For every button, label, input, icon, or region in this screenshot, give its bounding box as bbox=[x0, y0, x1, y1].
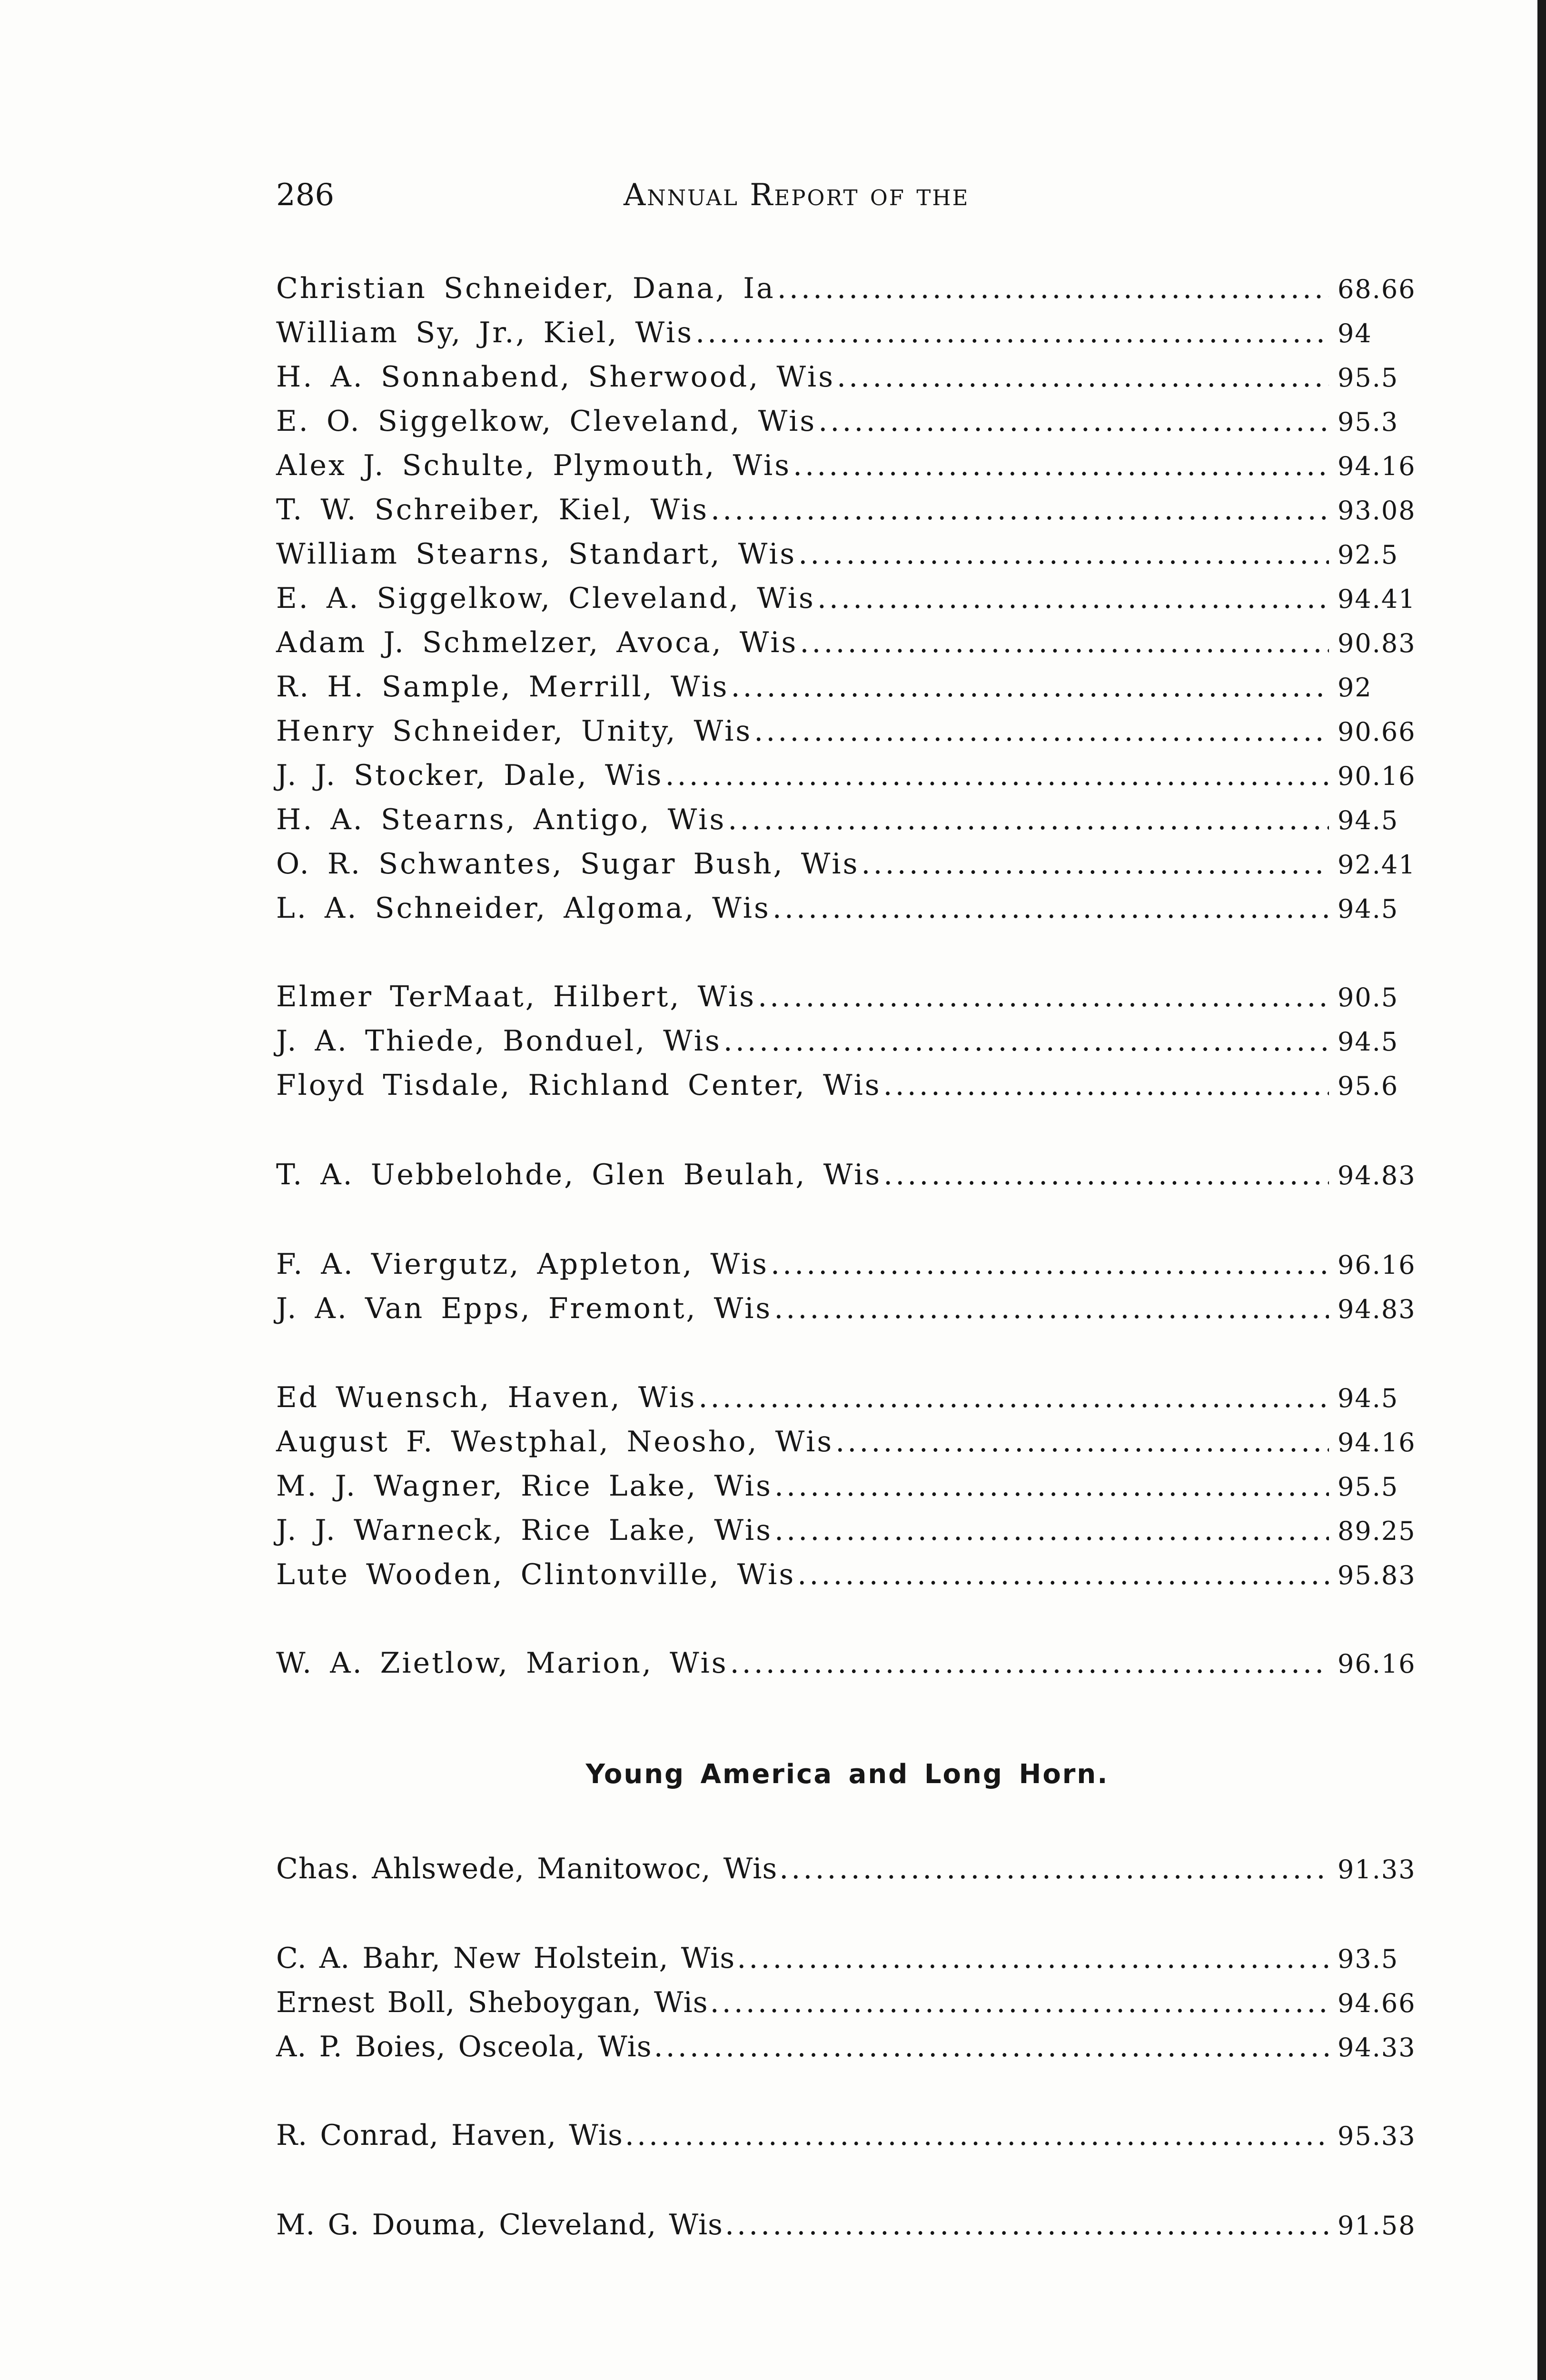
list-item bbox=[276, 1153, 1418, 1197]
list-item bbox=[276, 798, 1418, 842]
dot-leader bbox=[800, 621, 1329, 665]
list-item bbox=[276, 1936, 1418, 1981]
dot-leader bbox=[817, 576, 1329, 621]
list-item bbox=[276, 1242, 1418, 1287]
entry-name: Alex J. Schulte, Plymouth, Wis bbox=[276, 449, 792, 482]
list-item bbox=[276, 709, 1418, 754]
list-item bbox=[276, 1847, 1418, 1891]
entry-group-t bbox=[276, 975, 1418, 1108]
entry-group-u bbox=[276, 1153, 1418, 1197]
dot-leader bbox=[737, 1936, 1329, 1981]
entry-score: 91.58 bbox=[1338, 2211, 1416, 2241]
list-item bbox=[276, 1063, 1418, 1108]
dot-leader bbox=[774, 1287, 1329, 1331]
entry-score: 96.16 bbox=[1338, 1649, 1416, 1679]
entry-score: 93.5 bbox=[1338, 1944, 1399, 1974]
list-item bbox=[276, 842, 1418, 886]
entry-score: 94 bbox=[1338, 318, 1372, 348]
dot-leader bbox=[654, 2025, 1329, 2069]
entry-score: 93.08 bbox=[1338, 496, 1416, 526]
entry-score: 89.25 bbox=[1338, 1516, 1416, 1546]
running-title: Annual Report of the bbox=[624, 178, 970, 213]
section-heading: Young America and Long Horn. bbox=[585, 1759, 1109, 1790]
list-item bbox=[276, 2203, 1418, 2247]
entry-score: 94.16 bbox=[1338, 451, 1416, 481]
list-item bbox=[276, 1420, 1418, 1464]
entry-score: 92 bbox=[1338, 673, 1372, 703]
entry-name: M. J. Wagner, Rice Lake, Wis bbox=[276, 1469, 773, 1503]
dot-leader bbox=[731, 665, 1329, 709]
entry-score: 94.41 bbox=[1338, 584, 1416, 614]
entry-score: 90.5 bbox=[1338, 982, 1399, 1012]
entry-name: T. W. Schreiber, Kiel, Wis bbox=[276, 493, 709, 526]
entry-score: 68.66 bbox=[1338, 274, 1416, 304]
entry-name: L. A. Schneider, Algoma, Wis bbox=[276, 892, 771, 925]
entry-name: R. Conrad, Haven, Wis bbox=[276, 2119, 623, 2152]
entry-name: Ernest Boll, Sheboygan, Wis bbox=[276, 1986, 708, 2019]
entry-name: August F. Westphal, Neosho, Wis bbox=[276, 1425, 834, 1458]
entry-score: 95.33 bbox=[1338, 2121, 1416, 2151]
list-item bbox=[276, 1508, 1418, 1553]
list-item bbox=[276, 1287, 1418, 1331]
entry-name: Elmer TerMaat, Hilbert, Wis bbox=[276, 980, 756, 1013]
list-item bbox=[276, 2025, 1418, 2069]
dot-leader bbox=[698, 1376, 1329, 1420]
list-item bbox=[276, 975, 1418, 1019]
entry-name: Adam J. Schmelzer, Avoca, Wis bbox=[276, 626, 798, 659]
list-item bbox=[276, 665, 1418, 709]
entry-name: Lute Wooden, Clintonville, Wis bbox=[276, 1558, 796, 1591]
entry-name: Christian Schneider, Dana, Ia bbox=[276, 272, 775, 305]
page-header bbox=[276, 174, 1114, 217]
entry-name: E. O. Siggelkow, Cleveland, Wis bbox=[276, 405, 817, 438]
entry-score: 94.83 bbox=[1338, 1294, 1416, 1324]
entry-score: 94.66 bbox=[1338, 1988, 1416, 2018]
dot-leader bbox=[777, 267, 1329, 311]
list-item bbox=[276, 1641, 1418, 1686]
dot-leader bbox=[883, 1153, 1329, 1197]
entry-group-a bbox=[276, 1847, 1418, 1891]
entry-score: 95.3 bbox=[1338, 407, 1399, 437]
entry-name: Ed Wuensch, Haven, Wis bbox=[276, 1381, 697, 1414]
entry-name: J. J. Stocker, Dale, Wis bbox=[276, 759, 664, 792]
entry-score: 92.41 bbox=[1338, 850, 1416, 880]
dot-leader bbox=[861, 842, 1329, 886]
dot-leader bbox=[779, 1847, 1329, 1891]
entry-group-b bbox=[276, 1936, 1418, 2069]
dot-leader bbox=[711, 488, 1329, 532]
dot-leader bbox=[754, 709, 1329, 754]
entry-name: E. A. Siggelkow, Cleveland, Wis bbox=[276, 582, 815, 615]
entry-group-z bbox=[276, 1641, 1418, 1686]
dot-leader bbox=[774, 1508, 1329, 1553]
dot-leader bbox=[797, 1553, 1329, 1597]
scan-edge-right bbox=[1537, 0, 1546, 2380]
entry-name: R. H. Sample, Merrill, Wis bbox=[276, 670, 729, 704]
entry-score: 95.83 bbox=[1338, 1560, 1416, 1590]
dot-leader bbox=[771, 1242, 1329, 1287]
dot-leader bbox=[725, 2203, 1329, 2247]
entry-score: 91.33 bbox=[1338, 1854, 1416, 1884]
list-item bbox=[276, 1981, 1418, 2025]
dot-leader bbox=[837, 355, 1329, 399]
list-item bbox=[276, 576, 1418, 621]
dot-leader bbox=[818, 399, 1329, 444]
list-item bbox=[276, 886, 1418, 931]
entry-score: 94.33 bbox=[1338, 2033, 1416, 2063]
entry-name: Henry Schneider, Unity, Wis bbox=[276, 714, 753, 748]
entry-group-s bbox=[276, 267, 1418, 931]
entry-name: J. A. Thiede, Bonduel, Wis bbox=[276, 1024, 722, 1058]
list-item bbox=[276, 621, 1418, 665]
entry-name: W. A. Zietlow, Marion, Wis bbox=[276, 1646, 728, 1680]
entry-name: William Sy, Jr., Kiel, Wis bbox=[276, 316, 694, 349]
entry-score: 94.5 bbox=[1338, 805, 1399, 835]
dot-leader bbox=[723, 1019, 1329, 1063]
entry-score: 94.5 bbox=[1338, 1027, 1399, 1057]
entry-group-d bbox=[276, 2203, 1418, 2247]
entry-score: 94.5 bbox=[1338, 1383, 1399, 1413]
entry-name: T. A. Uebbelohde, Glen Beulah, Wis bbox=[276, 1158, 882, 1191]
entry-name: M. G. Douma, Cleveland, Wis bbox=[276, 2208, 723, 2241]
list-item bbox=[276, 488, 1418, 532]
entry-score: 95.6 bbox=[1338, 1071, 1399, 1101]
page-number: 286 bbox=[276, 178, 335, 213]
entry-name: O. R. Schwantes, Sugar Bush, Wis bbox=[276, 847, 860, 881]
entry-name: F. A. Viergutz, Appleton, Wis bbox=[276, 1248, 769, 1281]
entry-name: C. A. Bahr, New Holstein, Wis bbox=[276, 1942, 735, 1975]
entry-score: 90.16 bbox=[1338, 761, 1416, 791]
list-item bbox=[276, 399, 1418, 444]
dot-leader bbox=[695, 311, 1329, 355]
dot-leader bbox=[625, 2113, 1329, 2158]
entry-group-c bbox=[276, 2113, 1418, 2158]
list-item bbox=[276, 1553, 1418, 1597]
list-item bbox=[276, 267, 1418, 311]
dot-leader bbox=[774, 1464, 1329, 1508]
dot-leader bbox=[710, 1981, 1329, 2025]
entry-name: Chas. Ahlswede, Manitowoc, Wis bbox=[276, 1852, 778, 1885]
list-item bbox=[276, 444, 1418, 488]
list-item bbox=[276, 1464, 1418, 1508]
entry-score: 95.5 bbox=[1338, 363, 1399, 393]
dot-leader bbox=[835, 1420, 1329, 1464]
dot-leader bbox=[773, 886, 1329, 931]
entry-name: J. A. Van Epps, Fremont, Wis bbox=[276, 1292, 773, 1325]
list-item bbox=[276, 754, 1418, 798]
dot-leader bbox=[730, 1641, 1329, 1686]
list-item bbox=[276, 532, 1418, 576]
list-item bbox=[276, 1019, 1418, 1063]
entry-score: 92.5 bbox=[1338, 540, 1399, 570]
entry-group-w bbox=[276, 1376, 1418, 1597]
entry-score: 94.83 bbox=[1338, 1160, 1416, 1190]
dot-leader bbox=[758, 975, 1329, 1019]
entry-score: 90.66 bbox=[1338, 717, 1416, 747]
list-item bbox=[276, 355, 1418, 399]
entry-name: William Stearns, Standart, Wis bbox=[276, 537, 797, 571]
list-item bbox=[276, 2113, 1418, 2158]
dot-leader bbox=[883, 1063, 1329, 1108]
entry-score: 94.16 bbox=[1338, 1428, 1416, 1458]
entry-name: J. J. Warneck, Rice Lake, Wis bbox=[276, 1514, 773, 1547]
dot-leader bbox=[798, 532, 1329, 576]
entry-name: H. A. Sonnabend, Sherwood, Wis bbox=[276, 360, 835, 394]
dot-leader bbox=[665, 754, 1329, 798]
dot-leader bbox=[793, 444, 1329, 488]
entry-name: H. A. Stearns, Antigo, Wis bbox=[276, 803, 726, 836]
entry-score: 96.16 bbox=[1338, 1250, 1416, 1280]
entry-score: 95.5 bbox=[1338, 1472, 1399, 1502]
entry-score: 90.83 bbox=[1338, 628, 1416, 658]
entry-name: A. P. Boies, Osceola, Wis bbox=[276, 2030, 652, 2063]
entry-group-v bbox=[276, 1242, 1418, 1331]
entry-score: 94.5 bbox=[1338, 894, 1399, 924]
list-item bbox=[276, 311, 1418, 355]
entry-name: Floyd Tisdale, Richland Center, Wis bbox=[276, 1069, 882, 1102]
dot-leader bbox=[728, 798, 1329, 842]
list-item bbox=[276, 1376, 1418, 1420]
